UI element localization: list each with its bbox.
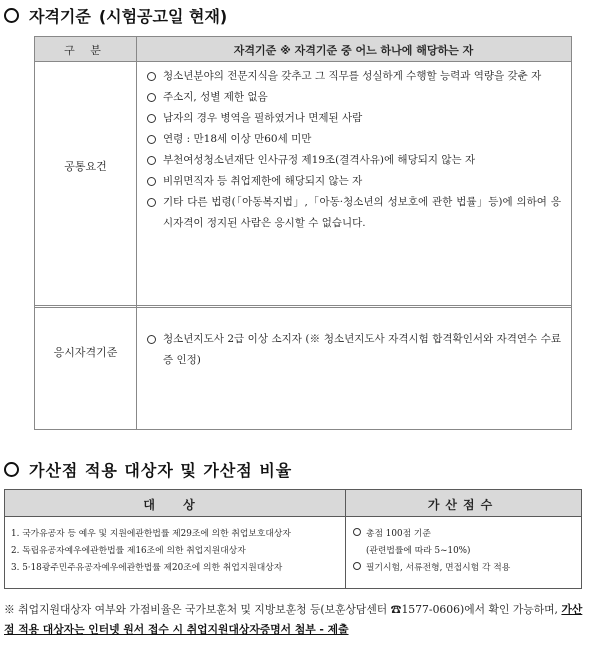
circle-bullet-icon	[147, 114, 156, 123]
list-item: (관련법률에 따라 5~10%)	[366, 546, 471, 556]
section-title-bonus	[4, 458, 292, 481]
eligibility-list	[147, 329, 561, 371]
bonus-points-table	[4, 489, 582, 589]
list-item: 부천여성청소년재단 인사규정 제19조(결격사유)에 해당되지 않는 자	[147, 150, 561, 171]
header-target: 대 상	[143, 498, 207, 512]
column-divider	[136, 37, 137, 429]
table-header	[35, 37, 571, 62]
list-item: 청소년분야의 전문지식을 갖추고 그 직무를 성실하게 수행할 능력과 역량을 갖춘 자	[147, 66, 561, 87]
circle-bullet-icon	[147, 72, 156, 81]
list-item: 청소년지도사 2급 이상 소지자 (※ 청소년지도사 자격시험 합격확인서와 자격연수 수료증 인정)	[147, 329, 561, 371]
circle-bullet-icon	[147, 335, 156, 344]
circle-bullet-icon	[353, 528, 361, 536]
circle-bullet-icon	[147, 198, 156, 207]
list-item: 필기시험, 서류전형, 면접시험 각 적용	[353, 560, 510, 577]
header-bonus: 가산점수	[427, 498, 499, 512]
row-divider	[35, 305, 571, 306]
section-title-qualification	[4, 4, 227, 27]
list-item: 주소지, 성별 제한 없음	[147, 87, 561, 108]
header-criteria: 자격기준 ※ 자격기준 중 어느 하나에 해당하는 자	[233, 44, 474, 57]
circle-bullet-icon	[4, 8, 19, 23]
footnote	[4, 600, 584, 640]
table-header	[5, 490, 581, 517]
circle-bullet-icon	[147, 135, 156, 144]
column-divider	[345, 490, 346, 588]
section-title-text: 가산점 적용 대상자 및 가산점 비율	[29, 461, 293, 480]
list-item: 기타 다른 법령(「아동복지법」,「아동·청소년의 성보호에 관한 법률」등)에 의하여 응시자격이 정지된 사람은 응시할 수 없습니다.	[147, 192, 561, 234]
list-item: 연령 : 만18세 이상 만60세 미만	[147, 129, 561, 150]
footnote-text: ※ 취업지원대상자 여부와 가점비율은 국가보훈처 및 지방보훈청 등(보훈상담센터 ☎1577-0606)에서 확인 가능하며,	[4, 603, 558, 616]
row-label-eligibility: 응시자격기준	[53, 346, 118, 359]
circle-bullet-icon	[147, 177, 156, 186]
circle-bullet-icon	[147, 156, 156, 165]
list-item: 비위면직자 등 취업제한에 해당되지 않는 자	[147, 171, 561, 192]
bonus-list	[353, 526, 510, 577]
list-item: 3. 5·18광주민주유공자예우에관한법률 제20조에 의한 취업지원대상자	[11, 563, 283, 573]
section-title-text: 자격기준	[29, 7, 91, 26]
list-item: 남자의 경우 병역을 필하였거나 면제된 사람	[147, 108, 561, 129]
qualification-table	[34, 36, 572, 430]
list-item: 1. 국가유공자 등 예우 및 지원에관한법률 제29조에 의한 취업보호대상자	[11, 529, 291, 539]
footnote-emphasis: 가산점 적용 대상자는 인터넷 원서 접수 시 취업지원대상자증명서 첨부 - 제출	[4, 603, 583, 636]
list-item: 총점 100점 기준	[353, 526, 510, 543]
circle-bullet-icon	[4, 462, 19, 477]
common-requirements-list	[147, 66, 561, 234]
header-category: 구 분	[64, 44, 107, 57]
list-item: 2. 독립유공자예우에관한법률 제16조에 의한 취업지원대상자	[11, 546, 246, 556]
circle-bullet-icon	[147, 93, 156, 102]
row-label-common: 공통요건	[64, 160, 107, 173]
target-list	[11, 526, 291, 577]
section-subtitle: (시험공고일 현재)	[98, 7, 228, 26]
row-divider	[35, 307, 571, 308]
circle-bullet-icon	[353, 562, 361, 570]
